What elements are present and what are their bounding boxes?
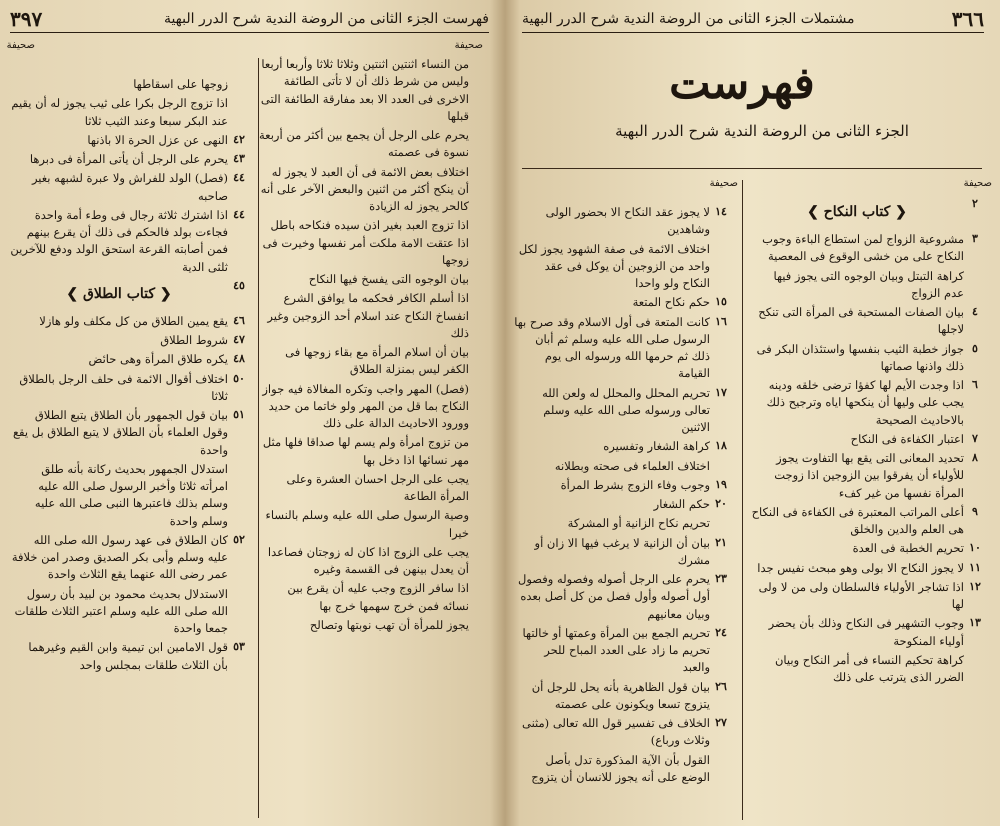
index-entry <box>514 241 732 293</box>
index-entry <box>750 341 986 376</box>
section-title: ❮ كتاب الطلاق ❯ <box>66 285 172 302</box>
entry-text: القول بأن الآية المذكورة تدل بأصل الوضع على أنه يجوز للانسان أن يتزوج <box>531 752 710 784</box>
index-entry <box>259 507 491 542</box>
page-ref: ٤٦ <box>233 313 245 327</box>
index-entry <box>514 625 732 677</box>
entry-text: (فصل) الولد للفراش ولا عبرة لشبهه بغير صاحبه <box>31 171 228 203</box>
entry-text: وجوب وفاء الزوج بشرط المرأة <box>560 477 710 492</box>
entry-text: من النساء اثنتين اثنتين وثلاثا ثلاثا وأربعا أربعا وليس من شرط ذلك أن لا تأتى الطائفة الاخرى فى العدد الا بعد مفارقة الطائفة التى قبلها <box>260 57 469 123</box>
column-label: صحيفة <box>454 40 483 51</box>
index-entry <box>750 504 986 539</box>
page-ref: ٥٢ <box>233 532 245 546</box>
page-ref: ٥١ <box>233 408 245 421</box>
entry-text: يقع يمين الطلاق من كل مكلف ولو هازلا <box>39 313 228 328</box>
entry-text: اذا أسلم الكافر فحكمه ما يوافق الشرع انفساخ النكاح عند اسلام أحد الزوجين وغير ذلك <box>267 291 469 340</box>
index-entry <box>514 458 732 475</box>
entry-text: تحديد المعانى التى يقع بها التفاوت يجوز للأولياء أن يفرقوا بين الزوجين اذا زوجت المرأة نفسها من غير كفء <box>774 451 964 500</box>
entry-text: بيان قول الظاهرية بأنه يحل للرجل أن يتزوج تسعا ويكونون على عصمته <box>531 679 710 711</box>
entry-text: الخلاف فى تفسير قول الله تعالى (مثنى وثلاث ورباع) <box>522 716 710 748</box>
entry-text: مشروعية الزواج لمن استطاع الباءة وجوب النكاح على من خشى الوقوع فى المعصية <box>762 232 964 264</box>
column-label: صحيفة <box>963 178 992 189</box>
section-heading <box>750 196 986 229</box>
index-entry <box>750 231 986 266</box>
page-ref: ٤٧ <box>233 333 245 346</box>
index-entry <box>514 477 732 494</box>
index-entry <box>259 290 491 342</box>
page-ref: ١٦ <box>715 314 727 328</box>
page-ref: ٥٠ <box>233 371 245 385</box>
page-ref: ١١ <box>969 560 981 574</box>
entry-text: شروط الطلاق <box>160 333 228 347</box>
index-entry <box>259 271 491 288</box>
page-ref: ٢ <box>972 197 978 210</box>
index-entry <box>514 314 732 383</box>
index-entry <box>750 615 986 650</box>
index-entry <box>259 56 491 125</box>
entry-text: بيان قول الجمهور بأن الطلاق يتبع الطلاق وقول العلماء بأن الطلاق لا يتبع الطلاق بل يقع واحدة <box>12 408 228 457</box>
page-ref: ٤ <box>972 305 978 318</box>
index-entry <box>259 344 491 379</box>
page-ref: ٣ <box>972 232 978 245</box>
left-page-left-column <box>10 76 250 676</box>
page-ref: ٤٣ <box>233 152 245 165</box>
page-ref: ٤٤ <box>233 171 245 185</box>
section-title: ❮ كتاب النكاح ❯ <box>807 204 907 220</box>
entry-text: اختلاف بعض الائمة فى أن العبد لا يجوز له أن ينكح أكثر من اثنين والبعض الآخر على أنه كالحر يجوز له الزيادة <box>260 164 469 213</box>
left-page-header <box>10 6 489 33</box>
entry-text: (فصل) المهر واجب وتكره المغالاة فيه جواز النكاح بما قل من المهر ولو خاتما من حديد وورود الاحاديث الدالة على ذلك <box>262 381 469 430</box>
index-entry <box>10 586 250 638</box>
index-entry <box>750 652 986 687</box>
entry-text: اذا تزوج الرجل بكرا على ثيب يجوز له أن يقيم عند البكر سبعا وعند الثيب ثلاثا <box>11 96 228 128</box>
entry-text: بيان أن الزانية لا يرغب فيها الا زان أو مشرك <box>534 535 710 567</box>
index-entry <box>259 617 491 634</box>
entry-text: أعلى المراتب المعتبرة فى الكفاءة فى النكاح هى العلم والدين والخلق <box>751 504 964 536</box>
entry-text: تحريم الخطبة فى العدة <box>852 541 964 556</box>
right-page <box>512 0 1000 826</box>
index-entry <box>750 377 986 429</box>
page-ref: ٧ <box>972 431 978 445</box>
entry-text: بيان أن اسلام المرأة مع بقاء زوجها فى الكفر ليس بمنزلة الطلاق <box>285 345 469 377</box>
index-entry <box>259 217 491 269</box>
entry-text: اذا تزوج العبد بغير اذن سيده فنكاحه باطل اذا عتقت الامة ملكت أمر نفسها وخيرت فى زوجها <box>262 218 469 267</box>
entry-text: وجوب التشهير فى النكاح وذلك بأن يحضر أولياء المنكوحة <box>768 616 964 648</box>
entry-text: اختلاف الائمة فى صفة الشهود يجوز لكل واحد من الزوجين أن يوكل فى عقد النكاح ولو واحدا <box>518 241 710 290</box>
page-number: ٣٦٦ <box>951 7 984 31</box>
index-entry <box>10 170 250 205</box>
page-ref: ٢٣ <box>715 572 727 585</box>
entry-text: كان الطلاق فى عهد رسول الله صلى الله عليه وسلم وأبى بكر الصديق وصدر امن خلافة عمر رضى الله عنهما يقع الثلاث واحدة <box>11 532 228 582</box>
column-label: صحيفة <box>6 40 35 51</box>
index-entry <box>750 450 986 502</box>
page-ref: ٢٦ <box>715 679 727 693</box>
index-entry <box>259 580 491 615</box>
index-entry <box>514 715 732 750</box>
index-entry <box>259 434 491 469</box>
index-title: فهرست <box>669 58 815 109</box>
page-ref: ٤٨ <box>233 352 245 366</box>
entry-text: تحريم نكاح الزانية أو المشركة <box>567 516 710 531</box>
entry-text: النهى عن عزل الحرة الا باذنها <box>87 132 228 147</box>
index-entry <box>514 535 732 570</box>
page-ref: ٨ <box>972 451 978 464</box>
page-ref: ٢١ <box>715 535 727 549</box>
page-ref: ٤٤ <box>233 207 245 221</box>
index-entry <box>10 461 250 530</box>
page-ref: ١٠ <box>969 541 981 555</box>
page-ref: ٤٥ <box>233 278 245 292</box>
index-entry <box>750 579 986 614</box>
index-entry <box>514 496 732 513</box>
index-entry <box>514 571 732 623</box>
page-ref: ١٥ <box>715 295 727 309</box>
page-ref: ١٢ <box>969 579 981 593</box>
column-divider <box>742 180 743 820</box>
page-ref: ١٤ <box>715 205 727 218</box>
index-entry <box>10 207 250 276</box>
entry-text: حكم نكاح المتعة <box>632 295 710 310</box>
entry-text: بيان الصفات المستحبة فى المرأة التى تنكح لاجلها <box>758 305 964 337</box>
entry-text: وصية الرسول صلى الله عليه وسلم بالنساء خيرا <box>265 508 469 540</box>
entry-text: بيان الوجوه التى يفسخ فيها النكاح <box>308 272 469 286</box>
entry-text: اعتبار الكفاءة فى النكاح <box>850 431 964 446</box>
entry-text: يجب على الرجل احسان العشرة وعلى المرأة الطاعة <box>286 471 469 503</box>
entry-text: يحرم على الرجل أصوله وفصوله وفصول أول أصوله وأول فصل من كل أصل بعده وبيان معانيهم <box>517 572 710 621</box>
entry-text: كانت المتعة فى أول الاسلام وقد صرح بها الرسول صلى الله عليه وسلم ثم أبان ذلك ثم حرمها الله ورسوله الى يوم القيامة <box>514 314 710 381</box>
index-entry <box>10 132 250 149</box>
index-entry <box>10 351 250 368</box>
entry-text: اختلاف العلماء فى صحته وبطلانه <box>554 458 710 473</box>
index-entry <box>514 385 732 437</box>
entry-text: كراهة التبتل وبيان الوجوه التى يجوز فيها عدم الزواج <box>773 268 964 300</box>
index-entry <box>514 204 732 239</box>
index-entry <box>750 431 986 448</box>
index-entry <box>10 313 250 330</box>
index-entry <box>10 332 250 349</box>
page-ref: ٢٠ <box>715 497 727 510</box>
index-entry <box>514 679 732 714</box>
page-ref: ١٨ <box>715 439 727 453</box>
index-subtitle: الجزء الثانى من الروضة الندية شرح الدرر البهية <box>615 122 909 140</box>
left-page-right-column <box>259 56 491 636</box>
entry-text: يجب على الزوج اذا كان له زوجتان فصاعدا أن يعدل بينهن فى القسمة وغيره <box>267 544 469 576</box>
index-entry <box>259 544 491 579</box>
right-page-right-column <box>750 196 986 688</box>
index-entry <box>10 639 250 674</box>
entry-text: يكره طلاق المرأة وهى حائض <box>88 352 228 367</box>
column-divider <box>258 58 259 818</box>
index-entry <box>10 371 250 406</box>
entry-text: لا يجوز عقد النكاح الا بحضور الولى وشاهدين <box>545 205 710 237</box>
entry-text: يحرم على الرجل أن يجمع بين أكثر من أربعة نسوة فى عصمته <box>259 128 469 160</box>
index-entry <box>259 471 491 506</box>
index-entry <box>750 304 986 339</box>
index-entry <box>750 268 986 303</box>
page-ref: ٩ <box>972 504 978 518</box>
index-entry <box>750 560 986 577</box>
page-ref: ٢٧ <box>715 716 727 729</box>
entry-text: يحرم على الرجل أن يأتى المرأة فى دبرها <box>29 152 228 166</box>
page-ref: ١٣ <box>969 616 981 630</box>
entry-text: يجوز للمرأة أن تهب نوبتها وتصالح <box>309 617 469 632</box>
index-entry <box>10 151 250 168</box>
entry-text: لا يجوز النكاح الا بولى وهو مبحث نفيس جدا <box>757 560 964 575</box>
entry-text: قول الامامين ابن تيمية وابن القيم وغيرهما بأن الثلاث طلقات بمجلس واحد <box>28 640 228 672</box>
index-entry <box>10 76 250 93</box>
running-title: مشتملات الجزء الثانى من الروضة الندية شرح الدرر البهية <box>522 11 855 27</box>
entry-text: اذا اشترك ثلاثة رجال فى وطء أمة واحدة فجاءت بولد فالحكم فى ذلك أن يقرع بينهم فمن أصابته القرعة استحق الولد ودفع للآخرين ثلثى الدية <box>10 207 228 274</box>
page-ref: ٢٤ <box>715 625 727 639</box>
entry-text: اذا سافر الزوج وجب عليه أن يقرع بين نسائه فمن خرج سهمها خرج بها <box>287 581 469 613</box>
page-ref: ٦ <box>972 378 978 391</box>
index-entry <box>10 407 250 459</box>
entry-text: كراهة الشغار وتفسيره <box>603 439 710 454</box>
right-page-left-column <box>514 204 732 788</box>
index-entry <box>10 532 250 584</box>
page-ref: ٥ <box>972 341 978 355</box>
running-title: فهرست الجزء الثانى من الروضة الندية شرح الدرر البهية <box>163 11 489 27</box>
entry-text: تحريم المحلل والمحلل له ولعن الله تعالى ورسوله صلى الله عليه وسلم الاثنين <box>542 385 710 434</box>
entry-text: اذا وجدت الأيم لها كفؤا ترضى خلقه ودينه يجب على وليها أن ينكحها اياه وترجيح ذلك بالاحاديث الصحيحة <box>766 378 964 427</box>
entry-text: كراهة تحكيم النساء فى أمر النكاح وبيان الضرر الذى يترتب على ذلك <box>774 652 964 684</box>
entry-text: حكم الشغار <box>653 497 710 511</box>
page-ref: ٤٢ <box>233 132 245 146</box>
entry-text: تحريم الجمع بين المرأة وعمتها أو خالتها تحريم ما زاد على العدد المباح للحر والعبد <box>522 625 710 675</box>
page-ref: ٥٣ <box>233 640 245 654</box>
page-ref: ١٩ <box>715 477 727 491</box>
index-entry <box>514 438 732 455</box>
entry-text: من تزوج امرأة ولم يسم لها صداقا فلها مثل مهر نسائها اذا دخل بها <box>262 435 469 467</box>
index-entry <box>259 164 491 216</box>
column-label: صحيفة <box>709 178 738 189</box>
entry-text: جواز خطبة الثيب بنفسها واستئذان البكر فى ذلك واذنها صماتها <box>756 341 964 373</box>
right-page-header <box>522 6 984 33</box>
section-heading <box>10 278 250 311</box>
entry-text: اذا تشاجر الأولياء فالسلطان ولى من لا ولى لها <box>758 579 964 611</box>
title-rule <box>522 168 982 169</box>
entry-text: استدلال الجمهور بحديث ركانة بأنه طلق امرأته ثلاثا وأخبر الرسول صلى الله عليه وسلم بذلك فاعتبرها النبى صلى الله عليه وسلم واحدة <box>34 461 228 528</box>
index-entry <box>514 515 732 532</box>
entry-text: اختلاف أقوال الائمة فى حلف الرجل بالطلاق ثلاثا <box>19 371 228 403</box>
page-ref: ١٧ <box>715 385 727 399</box>
index-entry <box>10 95 250 130</box>
index-entry <box>259 127 491 162</box>
index-entry <box>750 540 986 557</box>
index-entry <box>514 752 732 787</box>
entry-text: زوجها على اسقاطها <box>133 77 228 91</box>
index-entry <box>259 381 491 433</box>
entry-text: الاستدلال بحديث محمود بن لبيد بأن رسول الله صلى الله عليه وسلم اعتبر الثلاث طلقات جمعا واحدة <box>14 586 228 635</box>
page-number: ٣٩٧ <box>10 7 43 31</box>
index-entry <box>514 294 732 311</box>
